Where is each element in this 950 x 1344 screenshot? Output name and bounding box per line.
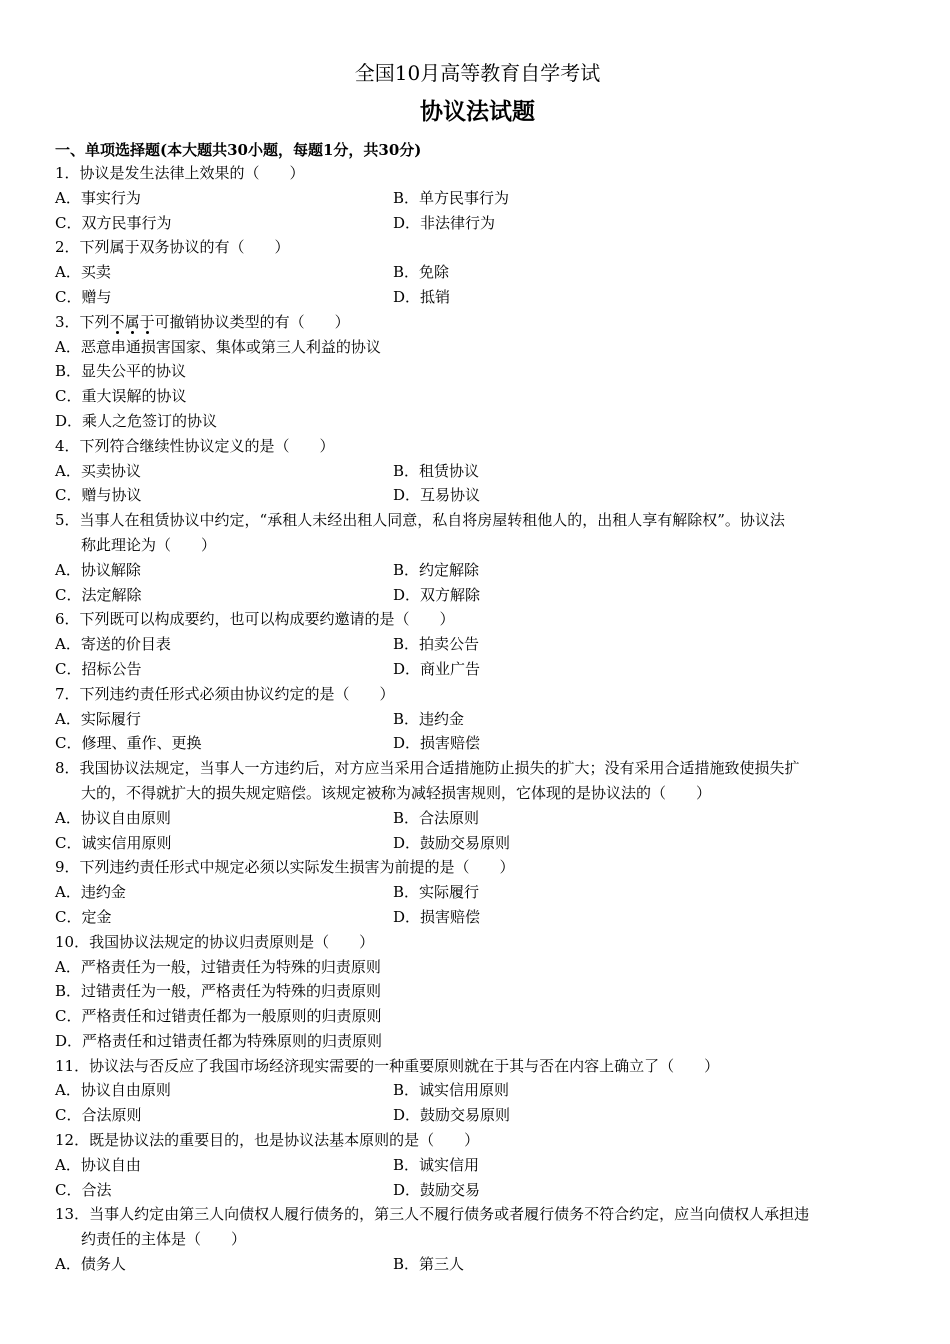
option-a: A．协议自由原则: [55, 808, 171, 827]
question-stem: 13．当事人约定由第三人向债权人履行债务的，第三人不履行债务或者履行债务不符合约定，应当向债权人承担违: [55, 1205, 810, 1224]
emphasis-dot-char: 不: [109, 312, 125, 331]
option-row: [55, 831, 900, 856]
question-stem: 7．下列违约责任形式必须由协议约定的是（ ）: [55, 684, 395, 703]
option-row: [55, 583, 900, 608]
option-b: B．显失公平的协议: [55, 362, 187, 381]
option-a: A．违约金: [55, 883, 126, 902]
question-stem: 1．协议是发生法律上效果的（ ）: [55, 164, 305, 182]
option-row: [55, 1103, 900, 1128]
option-a: A．恶意串通损害国家、集体或第三人利益的协议: [55, 337, 381, 356]
option-row: [55, 1153, 900, 1178]
option-a: A．买卖: [55, 263, 111, 282]
option-row: [55, 1178, 900, 1203]
question-stem: 8．我国协议法规定，当事人一方违约后，对方应当采用合适措施防止损失的扩大；没有采用合适措施致使损失扩: [55, 759, 800, 778]
option-c: C．赠与协议: [55, 486, 142, 505]
question-stem: 2．下列属于双务协议的有（ ）: [55, 238, 290, 257]
option-c: C．法定解除: [55, 585, 142, 604]
option-a: A．买卖协议: [55, 461, 141, 480]
option-a: A．事实行为: [55, 188, 141, 207]
option-c: C．合法: [55, 1180, 112, 1199]
question-list: [55, 161, 900, 1277]
question-stem-continued: 约责任的主体是（ ）: [81, 1230, 247, 1249]
emphasis-dot-char: 属: [124, 312, 140, 331]
option-c: C．赠与: [55, 287, 112, 306]
question-stem: 12．既是协议法的重要目的，也是协议法基本原则的是（ ）: [55, 1131, 480, 1150]
question-stem: 9．下列违约责任形式中规定必须以实际发生损害为前提的是（ ）: [55, 858, 515, 877]
option-c: C．严格责任和过错责任都为一般原则的归责原则: [55, 1007, 382, 1026]
option-d: D．乘人之危签订的协议: [55, 411, 218, 430]
question-stem-continued: 称此理论为（ ）: [81, 535, 217, 554]
option-d: D．非法律行为: [393, 213, 496, 232]
option-row: [55, 459, 900, 484]
option-row: [55, 260, 900, 285]
option-row: [55, 731, 900, 756]
option-c: C．双方民事行为: [55, 213, 172, 232]
question-stem: 11．协议法与否反应了我国市场经济现实需要的一种重要原则就在于其与否在内容上确立了（ ）: [55, 1056, 720, 1075]
option-b: B．约定解除: [393, 560, 480, 579]
option-c: C．合法原则: [55, 1106, 142, 1125]
stem-text: 可撤销协议类型的有（ ）: [154, 312, 350, 331]
option-b: B．租赁协议: [393, 461, 480, 480]
paper-title: 协议法试题: [420, 99, 535, 125]
option-c: C．定金: [55, 907, 112, 926]
option-a: A．严格责任为一般，过错责任为特殊的归责原则: [55, 957, 381, 976]
option-b: B．单方民事行为: [393, 188, 510, 207]
option-row: [55, 211, 900, 236]
option-row: [55, 880, 900, 905]
option-row: [55, 1252, 900, 1277]
option-b: B．第三人: [393, 1255, 465, 1274]
option-a: A．协议解除: [55, 560, 141, 579]
option-d: D．互易协议: [393, 486, 481, 505]
option-b: B．实际履行: [393, 883, 480, 902]
option-d: D．鼓励交易: [393, 1180, 481, 1199]
option-c: C．重大误解的协议: [55, 387, 187, 406]
option-d: D．鼓励交易原则: [393, 833, 511, 852]
option-row: [55, 806, 900, 831]
option-b: B．违约金: [393, 709, 465, 728]
option-d: D．严格责任和过错责任都为特殊原则的归责原则: [55, 1031, 383, 1050]
emphasis-dot-char: 于: [139, 312, 155, 331]
question-stem: 10．我国协议法规定的协议归责原则是（ ）: [55, 932, 375, 951]
option-row: [55, 558, 900, 583]
option-row: [55, 186, 900, 211]
option-b: B．免除: [393, 263, 450, 282]
option-row: [55, 632, 900, 657]
option-a: A．寄送的价目表: [55, 635, 171, 654]
option-b: B．诚实信用原则: [393, 1081, 510, 1100]
option-c: C．诚实信用原则: [55, 833, 172, 852]
question-stem: 4．下列符合继续性协议定义的是（ ）: [55, 436, 335, 455]
option-b: B．诚实信用: [393, 1155, 480, 1174]
option-d: D．抵销: [393, 287, 451, 306]
option-d: D．损害赔偿: [393, 734, 481, 753]
emphasized-text: [110, 313, 155, 331]
option-row: [55, 483, 900, 508]
option-d: D．商业广告: [393, 659, 481, 678]
question-stem: [55, 310, 900, 335]
option-row: [55, 657, 900, 682]
option-b: B．过错责任为一般，严格责任为特殊的归责原则: [55, 982, 382, 1001]
option-row: [55, 1078, 900, 1103]
exam-title: 全国10月高等教育自学考试: [354, 61, 601, 85]
option-row: [55, 707, 900, 732]
question-stem: 5．当事人在租赁协议中约定，“承租人未经出租人同意，私自将房屋转租他人的，出租人享有解除权”。协议法: [55, 511, 785, 530]
option-c: C．招标公告: [55, 659, 142, 678]
option-a: A．债务人: [55, 1255, 126, 1274]
option-b: B．拍卖公告: [393, 635, 480, 654]
option-d: D．损害赔偿: [393, 907, 481, 926]
option-c: C．修理、重作、更换: [55, 734, 202, 753]
option-a: A．实际履行: [55, 709, 141, 728]
option-a: A．协议自由: [55, 1155, 141, 1174]
option-d: D．鼓励交易原则: [393, 1106, 511, 1125]
option-d: D．双方解除: [393, 585, 481, 604]
question-stem-continued: 大的，不得就扩大的损失规定赔偿。该规定被称为减轻损害规则，它体现的是协议法的（ ）: [81, 783, 712, 802]
question-stem: 6．下列既可以构成要约，也可以构成要约邀请的是（ ）: [55, 610, 455, 629]
section-heading: 一、单项选择题(本大题共30小题，每题1分，共30分): [55, 141, 422, 159]
option-row: [55, 285, 900, 310]
stem-text: 3．下列: [55, 312, 110, 331]
option-b: B．合法原则: [393, 808, 480, 827]
option-a: A．协议自由原则: [55, 1081, 171, 1100]
option-row: [55, 905, 900, 930]
